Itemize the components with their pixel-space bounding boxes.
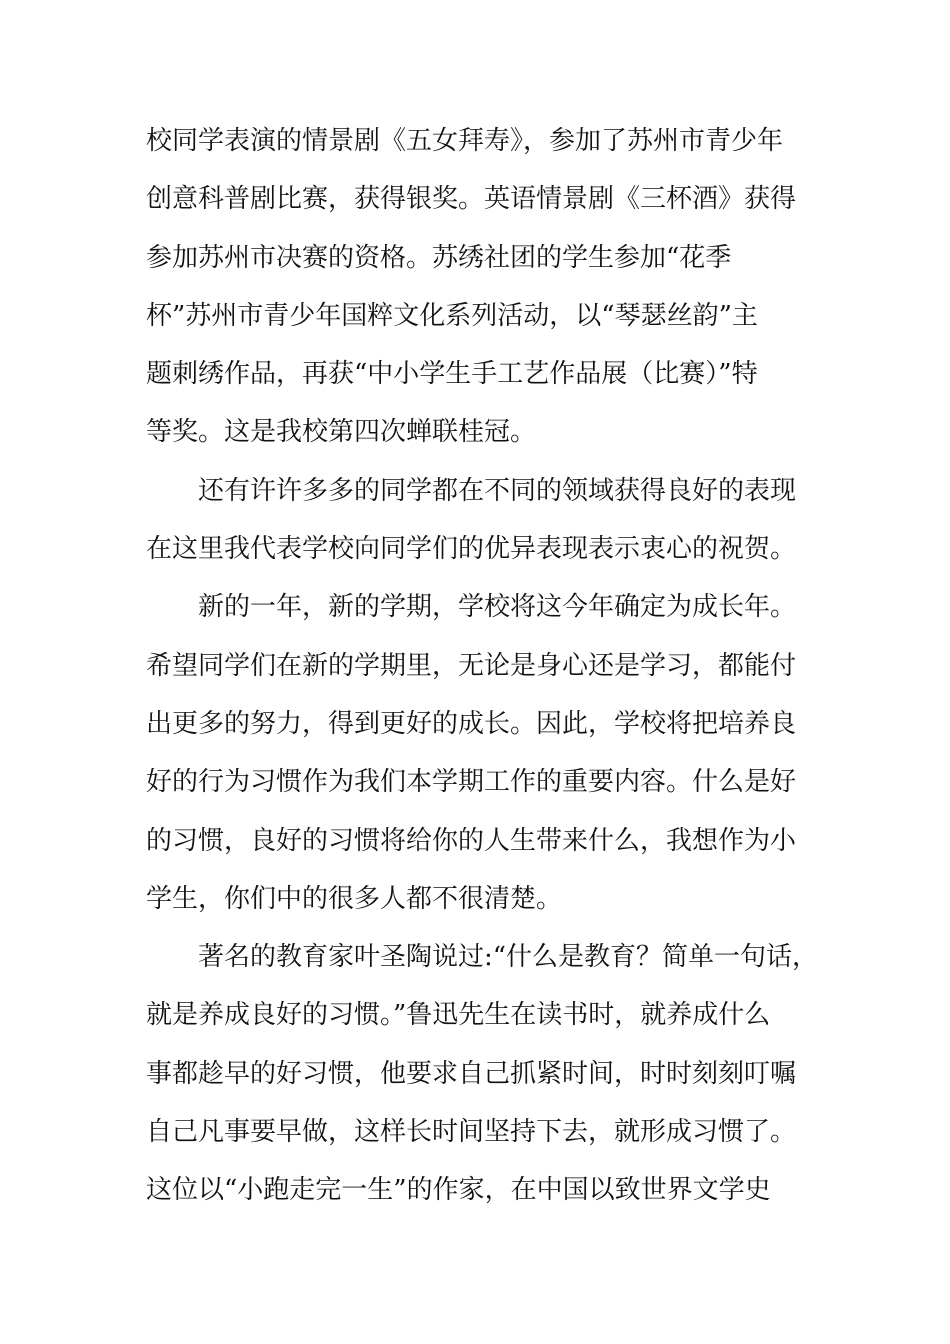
text-line: 希望同学们在新的学期里，无论是身心还是学习，都能付 [146,650,797,681]
text-line: 还有许许多多的同学都在不同的领域获得良好的表现 [198,475,797,506]
text-line: 校同学表演的情景剧《五女拜寿》，参加了苏州市青少年 [146,126,784,156]
text-line: 等奖。这是我校第四次蝉联桂冠。 [146,417,537,448]
text-line: 事都趁早的好习惯，他要求自己抓紧时间，时时刻刻叮嘱 [146,1058,797,1089]
text-line: 好的行为习惯作为我们本学期工作的重要内容。什么是好 [146,767,797,798]
text-line: 在这里我代表学校向同学们的优异表现表示衷心的祝贺。 [146,534,797,565]
text-line: 自己凡事要早做，这样长时间坚持下去，就形成习惯了。 [146,1117,797,1148]
text-line: 创意科普剧比赛，获得银奖。英语情景剧《三杯酒》获得 [146,184,797,215]
text-line: 参加苏州市决赛的资格。苏绣社团的学生参加“花季 [146,242,732,273]
text-line: 新的一年，新的学期，学校将这今年确定为成长年。 [198,592,797,623]
text-line: 这位以“小跑走完一生”的作家，在中国以致世界文学史 [146,1175,771,1206]
text-line: 杯”苏州市青少年国粹文化系列活动，以“琴瑟丝韵”主 [146,300,758,331]
body-text [146,112,826,1220]
text-line: 的习惯，良好的习惯将给你的人生带来什么，我想作为小 [146,825,797,856]
text-line: 学生，你们中的很多人都不很清楚。 [146,883,563,914]
text-line: 题刺绣作品，再获“中小学生手工艺作品展（比赛）”特 [146,359,758,390]
text-line: 就是养成良好的习惯。”鲁迅先生在读书时，就养成什么 [146,1000,771,1031]
text-line: 出更多的努力，得到更好的成长。因此，学校将把培养良 [146,708,797,739]
text-line: 著名的教育家叶圣陶说过:“什么是教育？简单一句话， [198,942,819,973]
